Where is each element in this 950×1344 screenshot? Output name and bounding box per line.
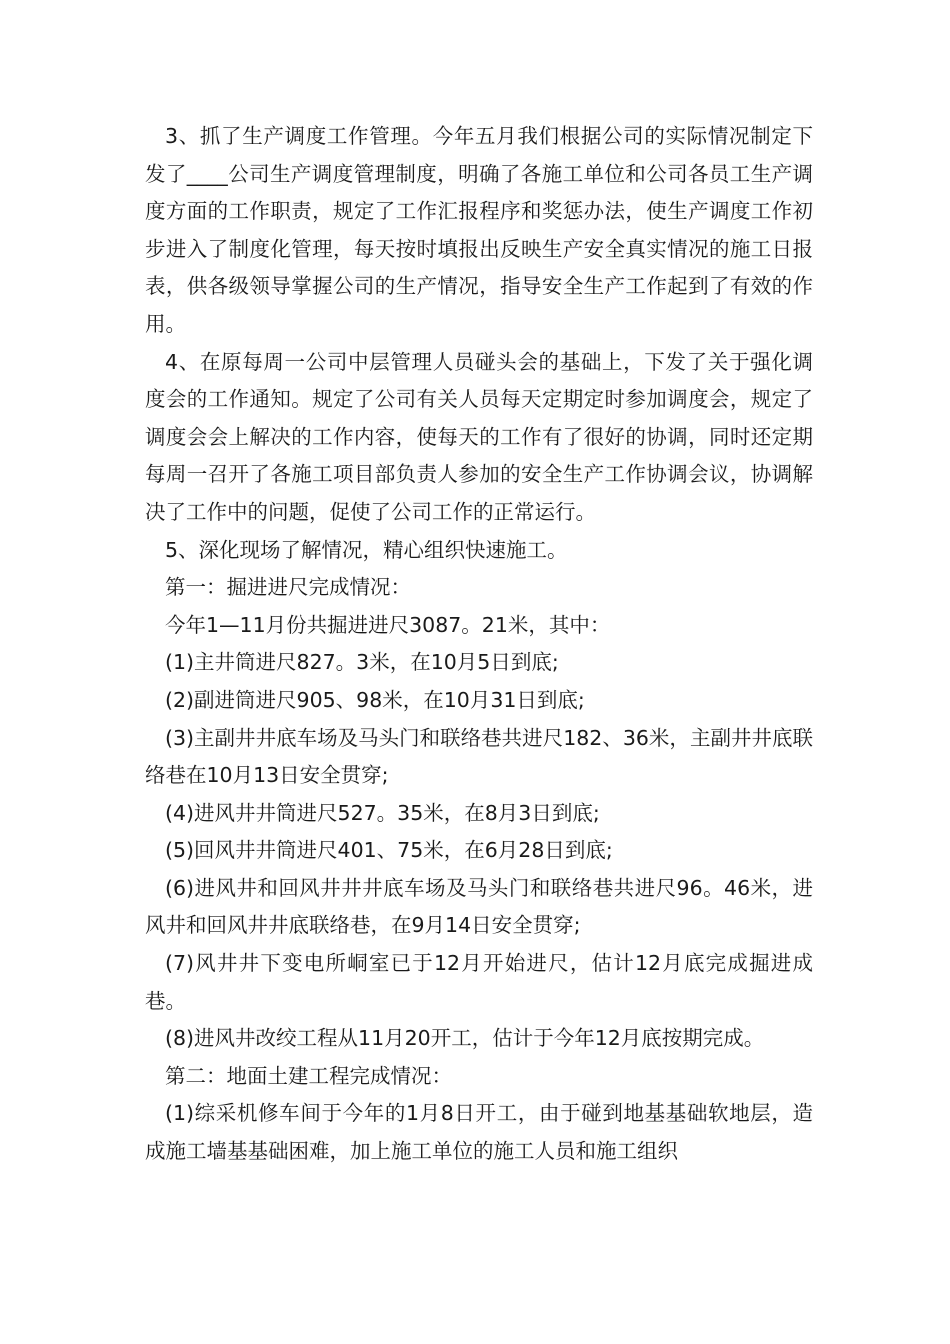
paragraph-3-dispatch-management: 3、抓了生产调度工作管理。今年五月我们根据公司的实际情况制定下发了____公司生产调度管理制度，明确了各施工单位和公司各员工生产调度方面的工作职责，规定了工作汇报程序和奖惩办法，使生产调度工作初步进入了制度化管理，每天按时填报出反映生产安全真实情况的施工日报表，供各级领导掌握公司的生产情况，指导安全生产工作起到了有效的作用。 — [145, 124, 813, 336]
section-heading-civil-works: 第二：地面土建工程完成情况： — [165, 1063, 452, 1088]
list-item-civil-1: (1)综采机修车间于今年的1月8日开工，由于碰到地基基础软地层，造成施工墙基基础困难，加上施工单位的施工人员和施工组织 — [145, 1101, 813, 1164]
list-item-1: (1)主井筒进尺827。3米，在10月5日到底; — [165, 650, 559, 675]
list-item-4: (4)进风井井筒进尺527。35米，在8月3日到底; — [165, 800, 600, 825]
list-item-2: (2)副进筒进尺905、98米，在10月31日到底; — [165, 687, 585, 712]
document-body — [145, 118, 813, 1171]
list-item-3: (3)主副井井底车场及马头门和联络巷共进尺182、36米，主副井井底联络巷在10月13日安全贯穿; — [145, 725, 813, 788]
paragraph-excavation-total: 今年1—11月份共掘进进尺3087。21米，其中： — [165, 612, 611, 637]
paragraph-5-site-construction: 5、深化现场了解情况，精心组织快速施工。 — [165, 537, 568, 562]
section-heading-excavation: 第一：掘进进尺完成情况： — [165, 575, 411, 600]
paragraph-4-dispatch-meeting: 4、在原每周一公司中层管理人员碰头会的基础上，下发了关于强化调度会的工作通知。规定了公司有关人员每天定期定时参加调度会，规定了调度会会上解决的工作内容，使每天的工作有了很好的协调，同时还定期每周一召开了各施工项目部负责人参加的安全生产工作协调会议，协调解决了工作中的问题，促使了公司工作的正常运行。 — [145, 349, 813, 524]
list-item-6: (6)进风井和回风井井井底车场及马头门和联络巷共进尺96。46米，进风井和回风井井底联络巷，在9月14日安全贯穿; — [145, 875, 813, 938]
list-item-8: (8)进风井改绞工程从11月20开工，估计于今年12月底按期完成。 — [165, 1026, 765, 1051]
list-item-7: (7)风井井下变电所峒室已于12月开始进尺，估计12月底完成掘进成巷。 — [145, 951, 813, 1013]
list-item-5: (5)回风井井筒进尺401、75米，在6月28日到底; — [165, 838, 613, 863]
